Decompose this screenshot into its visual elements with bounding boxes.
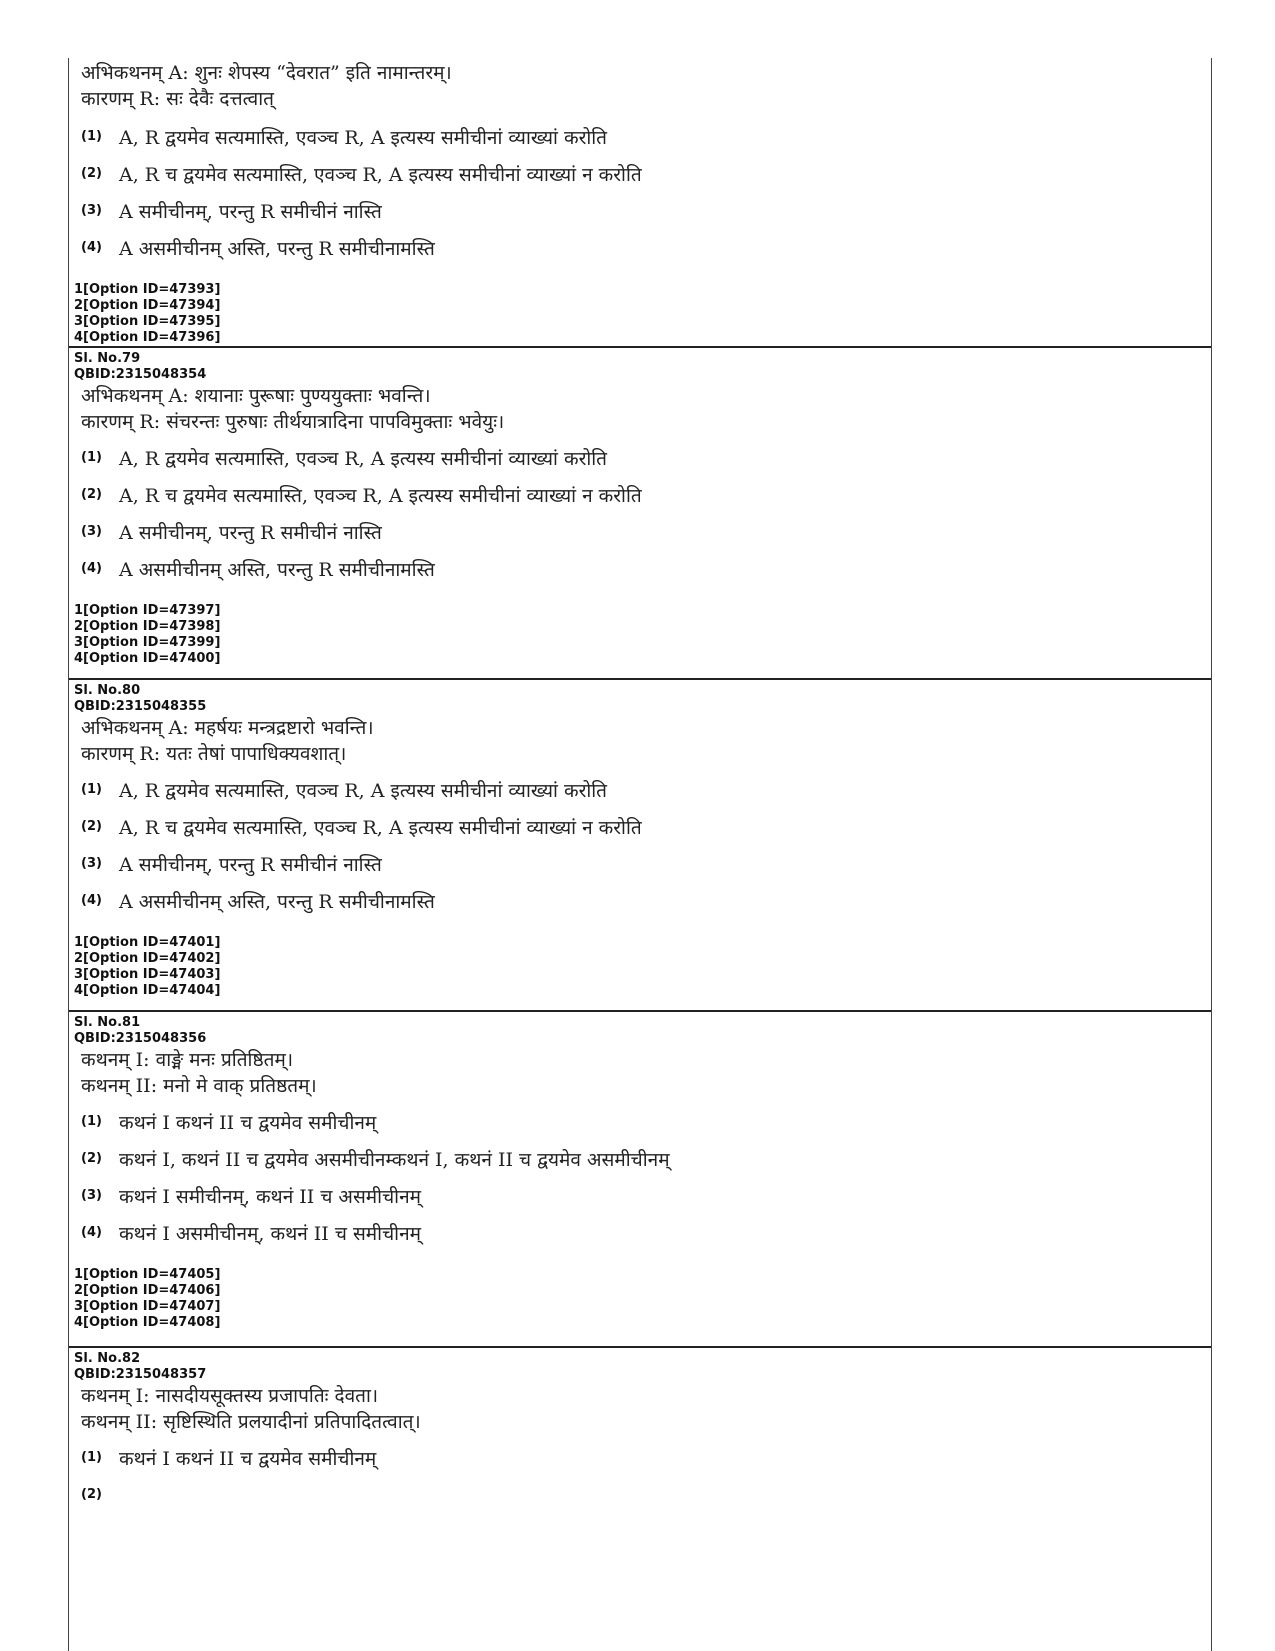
option-row[interactable] bbox=[69, 550, 1211, 587]
option-text: A समीचीनम्, परन्तु R समीचीनं नास्ति bbox=[119, 200, 382, 223]
option-row[interactable] bbox=[69, 1439, 1211, 1476]
option-row[interactable] bbox=[69, 476, 1211, 513]
option-id: 1[Option ID=47397] bbox=[74, 603, 221, 618]
option-row[interactable] bbox=[69, 845, 1211, 882]
option-number: (4) bbox=[81, 240, 102, 255]
option-text: कथनं I कथनं II च द्वयमेव समीचीनम् bbox=[119, 1447, 377, 1470]
option-number: (1) bbox=[81, 782, 102, 797]
option-text: कथनं I कथनं II च द्वयमेव समीचीनम् bbox=[119, 1111, 377, 1134]
question-block bbox=[69, 1346, 1211, 1513]
option-id-list bbox=[69, 603, 1211, 667]
serial-number: Sl. No.79 bbox=[74, 351, 141, 366]
option-text: A समीचीनम्, परन्तु R समीचीनं नास्ति bbox=[119, 521, 382, 544]
option-row[interactable] bbox=[69, 1214, 1211, 1251]
qbid: QBID:2315048357 bbox=[74, 1367, 207, 1382]
option-number: (3) bbox=[81, 1188, 102, 1203]
option-id: 4[Option ID=47400] bbox=[74, 651, 221, 666]
option-id-list bbox=[69, 935, 1211, 999]
option-text: A, R द्वयमेव सत्यमास्ति, एवञ्च R, A इत्यस्य समीचीनां व्याख्यां करोति bbox=[119, 779, 608, 802]
option-row[interactable] bbox=[69, 1476, 1211, 1513]
option-id: 4[Option ID=47404] bbox=[74, 983, 221, 998]
option-row[interactable] bbox=[69, 808, 1211, 845]
option-id: 3[Option ID=47399] bbox=[74, 635, 221, 650]
option-row[interactable] bbox=[69, 1140, 1211, 1177]
serial-number: Sl. No.80 bbox=[74, 683, 141, 698]
reason-text: कारणम् R: संचरन्तः पुरुषाः तीर्थयात्रादिना पापविमुक्ताः भवेयुः। bbox=[81, 411, 505, 433]
option-number: (2) bbox=[81, 1151, 102, 1166]
option-id: 2[Option ID=47402] bbox=[74, 951, 221, 966]
option-id: 1[Option ID=47405] bbox=[74, 1267, 221, 1282]
assertion-text: अभिकथनम् A: शुनः शेपस्य “देवरात” इति नामान्तरम्। bbox=[81, 62, 452, 84]
statement-two-text: कथनम् II: सृष्टिस्थिति प्रलयादीनां प्रतिपादितत्वात्। bbox=[81, 1411, 421, 1433]
option-row[interactable] bbox=[69, 155, 1211, 192]
serial-number: Sl. No.81 bbox=[74, 1015, 141, 1030]
option-id: 3[Option ID=47395] bbox=[74, 314, 221, 329]
option-text: A असमीचीनम् अस्ति, परन्तु R समीचीनामस्ति bbox=[119, 558, 435, 581]
option-id: 2[Option ID=47398] bbox=[74, 619, 221, 634]
option-number: (4) bbox=[81, 893, 102, 908]
option-text: कथनं I समीचीनम्, कथनं II च असमीचीनम् bbox=[119, 1185, 421, 1208]
option-row[interactable] bbox=[69, 882, 1211, 919]
option-text: A असमीचीनम् अस्ति, परन्तु R समीचीनामस्ति bbox=[119, 890, 435, 913]
assertion-text: अभिकथनम् A: महर्षयः मन्त्रद्रष्टारो भवन्ति। bbox=[81, 717, 374, 739]
option-row[interactable] bbox=[69, 439, 1211, 476]
option-text: कथनं I असमीचीनम्, कथनं II च समीचीनम् bbox=[119, 1222, 421, 1245]
option-id: 1[Option ID=47393] bbox=[74, 282, 221, 297]
option-number: (2) bbox=[81, 1487, 102, 1502]
option-row[interactable] bbox=[69, 118, 1211, 155]
option-row[interactable] bbox=[69, 513, 1211, 550]
question-block bbox=[69, 58, 1211, 346]
option-number: (1) bbox=[81, 129, 102, 144]
question-sheet bbox=[68, 58, 1212, 1651]
option-text: A, R च द्वयमेव सत्यमास्ति, एवञ्च R, A इत्यस्य समीचीनां व्याख्यां न करोति bbox=[119, 484, 642, 507]
option-id: 3[Option ID=47403] bbox=[74, 967, 221, 982]
option-text: A समीचीनम्, परन्तु R समीचीनं नास्ति bbox=[119, 853, 382, 876]
option-text: A, R द्वयमेव सत्यमास्ति, एवञ्च R, A इत्यस्य समीचीनां व्याख्यां करोति bbox=[119, 126, 608, 149]
question-block bbox=[69, 346, 1211, 667]
option-text: A असमीचीनम् अस्ति, परन्तु R समीचीनामस्ति bbox=[119, 237, 435, 260]
option-row[interactable] bbox=[69, 1177, 1211, 1214]
option-number: (1) bbox=[81, 1450, 102, 1465]
option-number: (4) bbox=[81, 561, 102, 576]
option-row[interactable] bbox=[69, 771, 1211, 808]
qbid: QBID:2315048354 bbox=[74, 367, 207, 382]
option-number: (2) bbox=[81, 166, 102, 181]
option-number: (2) bbox=[81, 487, 102, 502]
question-block bbox=[69, 1010, 1211, 1331]
option-number: (3) bbox=[81, 203, 102, 218]
qbid: QBID:2315048356 bbox=[74, 1031, 207, 1046]
option-text: A, R द्वयमेव सत्यमास्ति, एवञ्च R, A इत्यस्य समीचीनां व्याख्यां करोति bbox=[119, 447, 608, 470]
statement-one-text: कथनम् I: नासदीयसूक्तस्य प्रजापतिः देवता। bbox=[81, 1385, 379, 1407]
assertion-text: अभिकथनम् A: शयानाः पुरूषाः पुण्ययुक्ताः भवन्ति। bbox=[81, 385, 431, 407]
option-text: A, R च द्वयमेव सत्यमास्ति, एवञ्च R, A इत्यस्य समीचीनां व्याख्यां न करोति bbox=[119, 163, 642, 186]
option-id: 1[Option ID=47401] bbox=[74, 935, 221, 950]
option-number: (1) bbox=[81, 1114, 102, 1129]
option-number: (3) bbox=[81, 856, 102, 871]
option-row[interactable] bbox=[69, 229, 1211, 266]
option-number: (4) bbox=[81, 1225, 102, 1240]
option-id: 2[Option ID=47394] bbox=[74, 298, 221, 313]
option-number: (3) bbox=[81, 524, 102, 539]
option-text: कथनं I, कथनं II च द्वयमेव असमीचीनम्कथनं I, कथनं II च द्वयमेव असमीचीनम् bbox=[119, 1148, 670, 1171]
statement-two-text: कथनम् II: मनो मे वाक् प्रतिष्ठतम्। bbox=[81, 1075, 317, 1097]
option-id-list bbox=[69, 282, 1211, 346]
option-id-list bbox=[69, 1267, 1211, 1331]
option-number: (1) bbox=[81, 450, 102, 465]
option-id: 4[Option ID=47396] bbox=[74, 330, 221, 345]
option-id: 2[Option ID=47406] bbox=[74, 1283, 221, 1298]
qbid: QBID:2315048355 bbox=[74, 699, 207, 714]
option-id: 3[Option ID=47407] bbox=[74, 1299, 221, 1314]
option-row[interactable] bbox=[69, 192, 1211, 229]
reason-text: कारणम् R: यतः तेषां पापाधिक्यवशात्। bbox=[81, 743, 347, 765]
reason-text: कारणम् R: सः देवैः दत्तत्वात् bbox=[81, 88, 274, 110]
statement-one-text: कथनम् I: वाङ्मे मनः प्रतिष्ठितम्। bbox=[81, 1049, 294, 1071]
option-id: 4[Option ID=47408] bbox=[74, 1315, 221, 1330]
option-text: A, R च द्वयमेव सत्यमास्ति, एवञ्च R, A इत्यस्य समीचीनां व्याख्यां न करोति bbox=[119, 816, 642, 839]
option-row[interactable] bbox=[69, 1103, 1211, 1140]
question-block bbox=[69, 678, 1211, 999]
serial-number: Sl. No.82 bbox=[74, 1351, 141, 1366]
option-number: (2) bbox=[81, 819, 102, 834]
